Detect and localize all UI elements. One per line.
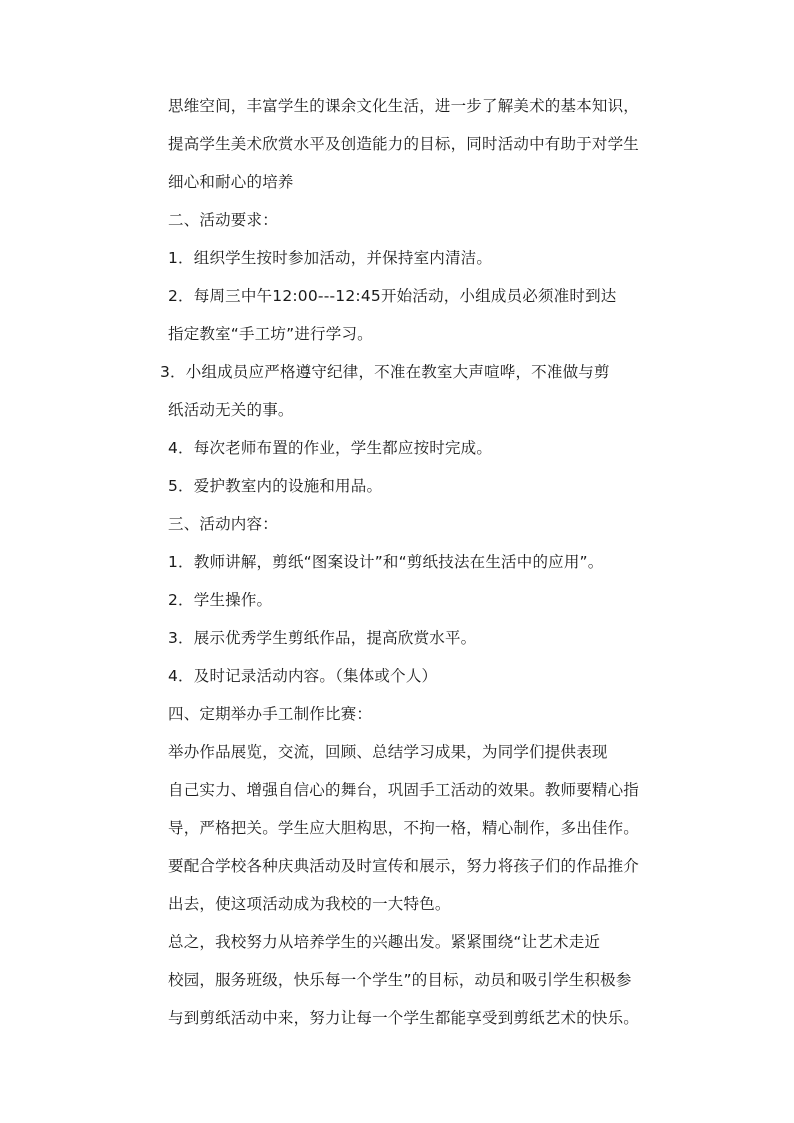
paragraph-line: 自己实力、增强自信心的舞台，巩固手工活动的效果。教师要精心指 [168,781,640,799]
list-item: 3．展示优秀学生剪纸作品，提高欣赏水平。 [168,629,477,647]
list-item: 2．学生操作。 [168,591,273,609]
list-item: 5．爱护教室内的设施和用品。 [168,477,383,495]
list-item: 1．组织学生按时参加活动，并保持室内清洁。 [168,249,493,267]
paragraph-line: 校园，服务班级，快乐每一个学生”的目标，动员和吸引学生积极参 [168,971,632,989]
paragraph-line: 总之，我校努力从培养学生的兴趣出发。紧紧围绕“让艺术走近 [168,933,601,951]
list-item: 4．每次老师布置的作业，学生都应按时完成。 [168,439,493,457]
paragraph-line: 举办作品展览，交流，回顾、总结学习成果，为同学们提供表现 [168,743,608,761]
paragraph-line: 要配合学校各种庆典活动及时宣传和展示，努力将孩子们的作品推介 [168,857,640,875]
list-item-continuation: 指定教室“手工坊”进行学习。 [168,325,373,343]
section-heading: 三、活动内容： [168,515,278,533]
paragraph-line: 提高学生美术欣赏水平及创造能力的目标，同时活动中有助于对学生 [168,135,640,153]
paragraph-line: 思维空间，丰富学生的课余文化生活，进一步了解美术的基本知识， [168,97,640,115]
paragraph-line: 细心和耐心的培养 [168,173,294,191]
paragraph-line: 与到剪纸活动中来，努力让每一个学生都能享受到剪纸艺术的快乐。 [168,1009,640,1027]
section-heading: 二、活动要求： [168,211,278,229]
list-item: 4．及时记录活动内容。（集体或个人） [168,667,438,685]
list-item: 1．教师讲解，剪纸“图案设计”和“剪纸技法在生活中的应用”。 [168,553,604,571]
list-item: 2．每周三中午12:00---12:45开始活动，小组成员必须准时到达 [168,287,617,305]
paragraph-line: 出去，使这项活动成为我校的一大特色。 [168,895,451,913]
list-item-continuation: 纸活动无关的事。 [168,401,294,419]
section-heading: 四、定期举办手工制作比赛： [168,705,373,723]
paragraph-line: 导，严格把关。学生应大胆构思，不拘一格，精心制作，多出佳作。 [168,819,640,837]
list-item: 3．小组成员应严格遵守纪律，不准在教室大声喧哗，不准做与剪 [160,363,610,381]
